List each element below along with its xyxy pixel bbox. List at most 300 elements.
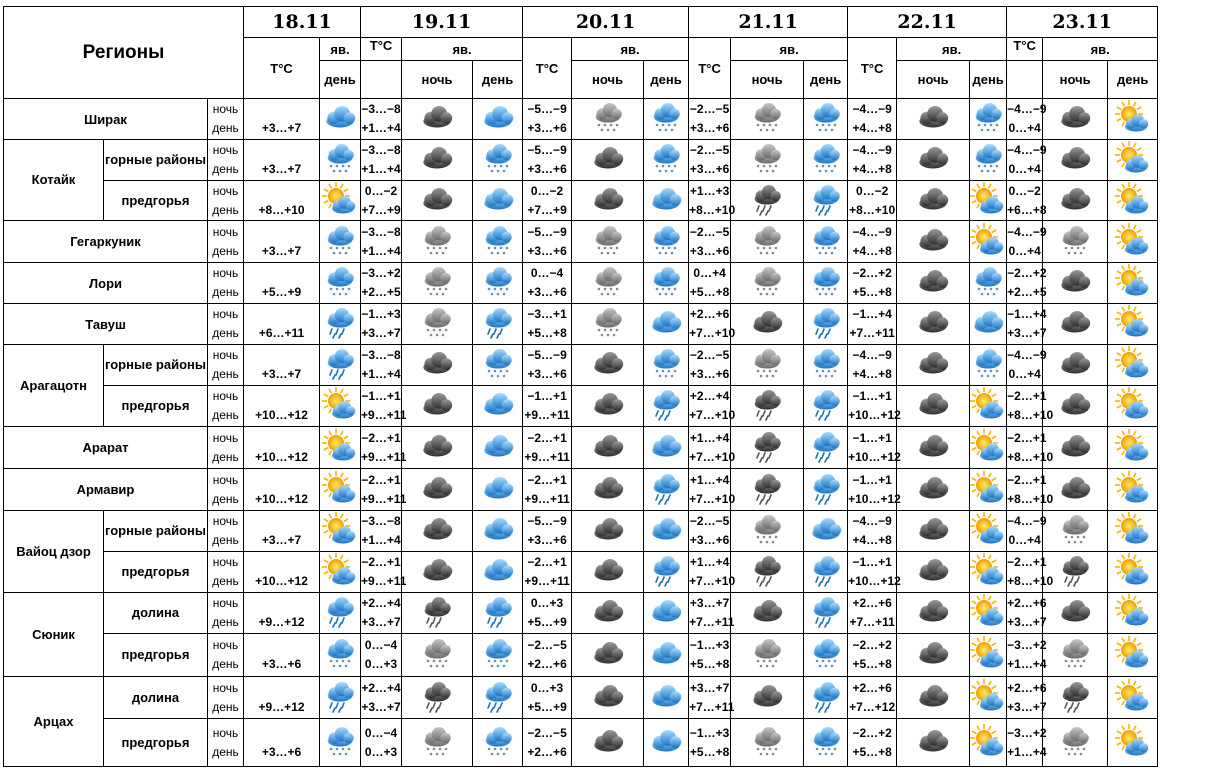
cloud-dark-icon <box>572 184 643 218</box>
night-day-label: ночь день <box>208 304 244 345</box>
cloud-dark-icon <box>897 143 969 177</box>
weather-icon-cell-night <box>897 263 970 304</box>
weather-icon-cell-day <box>473 719 523 767</box>
weather-icon-cell-day <box>644 386 689 427</box>
sun-cloud-icon <box>970 431 1006 465</box>
temp-cell: +3…+6 <box>244 719 320 767</box>
cloud-dark-icon <box>1043 266 1107 300</box>
weather-icon-cell-night <box>402 221 473 263</box>
rain-grey-icon <box>731 431 803 465</box>
weather-icon-cell-night <box>402 427 473 469</box>
weather-icon-cell-night <box>897 511 970 552</box>
weather-icon-cell-night <box>402 634 473 677</box>
cloudy-blue-icon <box>644 184 688 218</box>
weather-icon-cell-night <box>402 677 473 719</box>
weather-icon-cell-night <box>1043 304 1108 345</box>
phenomenon-header: яв. <box>897 38 1007 61</box>
rain-blue-icon <box>804 473 847 507</box>
snow-blue-icon <box>320 726 360 760</box>
sun-cloud-icon <box>320 514 360 548</box>
temp-cell: −3…+2 +2…+5 <box>361 263 402 304</box>
day-header: день <box>644 61 689 99</box>
weather-icon-cell-day <box>1108 304 1158 345</box>
weather-icon-cell-night <box>1043 593 1108 634</box>
snow-grey-icon <box>572 225 643 259</box>
temp-cell: +9…+12 <box>244 593 320 634</box>
region-row <box>4 719 1207 767</box>
weather-icon-cell-night <box>402 345 473 386</box>
cloud-dark-icon <box>731 681 803 715</box>
date-header: 23.11 <box>1007 7 1158 38</box>
weather-icon-cell-day <box>804 593 848 634</box>
snow-grey-icon <box>731 266 803 300</box>
region-row <box>4 99 1207 140</box>
cloud-dark-icon <box>897 102 969 136</box>
temp-cell: 0…+4 +5…+8 <box>689 263 731 304</box>
weather-icon-cell-day <box>804 677 848 719</box>
region-name: Ширак <box>4 99 208 140</box>
weather-icon-cell-night <box>897 469 970 511</box>
night-header: ночь <box>897 61 970 99</box>
weather-icon-cell <box>320 140 361 181</box>
weather-icon-cell-night <box>572 511 644 552</box>
temp-cell: −2…−5 +3…+6 <box>689 345 731 386</box>
temp-cell: 0…−2 +7…+9 <box>523 181 572 221</box>
weather-icon-cell-night <box>731 181 804 221</box>
temp-cell: −3…−8 +1…+4 <box>361 99 402 140</box>
weather-icon-cell <box>320 677 361 719</box>
weather-icon-cell <box>320 304 361 345</box>
weather-icon-cell-night <box>572 677 644 719</box>
temp-cell: 0…−4 +3…+6 <box>523 263 572 304</box>
snow-blue-icon <box>804 102 847 136</box>
weather-icon-cell-night <box>897 719 970 767</box>
weather-icon-cell-day <box>970 181 1007 221</box>
temp-cell: +2…+4 +7…+10 <box>689 386 731 427</box>
night-day-label: ночь день <box>208 427 244 469</box>
night-header: ночь <box>402 61 473 99</box>
snow-blue-icon <box>320 266 360 300</box>
rain-blue-icon <box>804 307 847 341</box>
subregion-name: предгорья <box>104 552 208 593</box>
snow-grey-icon <box>731 726 803 760</box>
rain-grey-icon <box>731 184 803 218</box>
sun-cloud-icon <box>970 681 1006 715</box>
cloud-dark-icon <box>897 225 969 259</box>
night-day-label: ночь день <box>208 593 244 634</box>
cloud-dark-icon <box>1043 307 1107 341</box>
sun-cloud-icon <box>970 596 1006 630</box>
night-day-label: ночь день <box>208 181 244 221</box>
weather-icon-cell-day <box>644 593 689 634</box>
temp-cell: −3…+2 +1…+4 <box>1007 634 1043 677</box>
weather-icon-cell-day <box>804 345 848 386</box>
snow-blue-icon <box>473 266 522 300</box>
snow-grey-icon <box>402 726 472 760</box>
snow-blue-icon <box>644 225 688 259</box>
temp-cell: −1…+1 +10…+12 <box>848 469 897 511</box>
rain-grey-icon <box>402 596 472 630</box>
weather-icon-cell-day <box>970 427 1007 469</box>
night-header: ночь <box>731 61 804 99</box>
temp-header-blank <box>361 61 402 99</box>
region-name: Тавуш <box>4 304 208 345</box>
sun-cloud-icon <box>970 389 1006 423</box>
rain-blue-icon <box>804 431 847 465</box>
weather-icon-cell-day <box>804 99 848 140</box>
snow-grey-icon <box>731 143 803 177</box>
subregion-name: долина <box>104 677 208 719</box>
temp-cell: 0…−2 +8…+10 <box>848 181 897 221</box>
cloudy-blue-icon <box>473 555 522 589</box>
weather-icon-cell-day <box>1108 345 1158 386</box>
sun-cloud-icon <box>1108 348 1157 382</box>
temp-cell: +5…+9 <box>244 263 320 304</box>
cloudy-blue-icon <box>644 431 688 465</box>
weather-icon-cell-day <box>970 304 1007 345</box>
weather-icon-cell <box>320 221 361 263</box>
weather-icon-cell-day <box>1108 386 1158 427</box>
weather-icon-cell-night <box>897 677 970 719</box>
snow-grey-icon <box>572 307 643 341</box>
weather-icon-cell-night <box>572 181 644 221</box>
weather-icon-cell-day <box>1108 634 1158 677</box>
weather-icon-cell-day <box>644 181 689 221</box>
subregion-name: предгорья <box>104 719 208 767</box>
temp-cell: −4…−9 0…+4 <box>1007 99 1043 140</box>
cloud-dark-icon <box>897 184 969 218</box>
temp-header-blank <box>1007 61 1043 99</box>
cloud-dark-icon <box>1043 184 1107 218</box>
snow-blue-icon <box>320 143 360 177</box>
night-day-label: ночь день <box>208 469 244 511</box>
weather-icon-cell-night <box>572 140 644 181</box>
weather-icon-cell-day <box>970 677 1007 719</box>
weather-icon-cell-night <box>1043 511 1108 552</box>
region-row <box>4 427 1207 469</box>
weather-icon-cell-night <box>402 511 473 552</box>
cloudy-blue-icon <box>320 102 360 136</box>
temp-cell: +2…+6 +3…+7 <box>1007 677 1043 719</box>
weather-icon-cell-day <box>970 221 1007 263</box>
temp-cell: +2…+6 +7…+10 <box>689 304 731 345</box>
temp-cell: −1…+1 +9…+11 <box>523 386 572 427</box>
region-row <box>4 181 1207 221</box>
sun-cloud-icon <box>1108 184 1157 218</box>
weather-icon-cell-day <box>644 140 689 181</box>
weather-icon-cell-day <box>1108 263 1158 304</box>
cloud-dark-icon <box>402 555 472 589</box>
weather-icon-cell-day <box>473 469 523 511</box>
weather-icon-cell-day <box>970 469 1007 511</box>
sun-cloud-icon <box>1108 726 1157 760</box>
sun-cloud-icon <box>1108 307 1157 341</box>
temp-cell: +6…+11 <box>244 304 320 345</box>
weather-icon-cell-night <box>731 345 804 386</box>
snow-blue-icon <box>644 102 688 136</box>
temp-cell: +2…+6 +7…+11 <box>848 593 897 634</box>
region-row <box>4 221 1207 263</box>
sun-cloud-icon <box>1108 225 1157 259</box>
sun-cloud-icon <box>320 184 360 218</box>
region-name: Котайк <box>4 140 104 221</box>
sun-cloud-icon <box>320 389 360 423</box>
snow-grey-icon <box>731 348 803 382</box>
weather-icon-cell-night <box>1043 677 1108 719</box>
weather-icon-cell-night <box>897 99 970 140</box>
temp-cell: +8…+10 <box>244 181 320 221</box>
region-name: Арагацотн <box>4 345 104 427</box>
temp-cell: +3…+6 <box>244 634 320 677</box>
weather-icon-cell-day <box>1108 469 1158 511</box>
weather-icon-cell-day <box>473 511 523 552</box>
weather-icon-cell-night <box>731 593 804 634</box>
date-header: 18.11 <box>244 7 361 38</box>
subregion-name: предгорья <box>104 181 208 221</box>
weather-icon-cell-night <box>402 386 473 427</box>
weather-icon-cell-night <box>572 593 644 634</box>
weather-icon-cell-day <box>970 511 1007 552</box>
rain-blue-icon <box>804 389 847 423</box>
snow-blue-icon <box>970 143 1006 177</box>
snow-grey-icon <box>402 225 472 259</box>
night-day-label: ночь день <box>208 345 244 386</box>
weather-icon-cell-night <box>897 221 970 263</box>
temp-header: T°C <box>689 38 731 99</box>
temp-cell: −4…−9 +4…+8 <box>848 99 897 140</box>
rain-blue-icon <box>320 596 360 630</box>
region-row <box>4 634 1207 677</box>
cloud-dark-icon <box>572 514 643 548</box>
sun-cloud-icon <box>320 431 360 465</box>
cloudy-blue-icon <box>970 307 1006 341</box>
rain-grey-icon <box>731 389 803 423</box>
temp-cell: 0…+3 +5…+9 <box>523 677 572 719</box>
weather-icon-cell-night <box>897 427 970 469</box>
date-header: 20.11 <box>523 7 689 38</box>
weather-icon-cell <box>320 263 361 304</box>
weather-icon-cell-day <box>804 304 848 345</box>
sun-cloud-icon <box>1108 102 1157 136</box>
weather-icon-cell-day <box>644 677 689 719</box>
sun-cloud-icon <box>320 555 360 589</box>
snow-blue-icon <box>473 143 522 177</box>
sun-cloud-icon <box>970 726 1006 760</box>
weather-icon-cell <box>320 593 361 634</box>
temp-cell: −4…−9 0…+4 <box>1007 140 1043 181</box>
temp-cell: +2…+6 +3…+7 <box>1007 593 1043 634</box>
cloud-dark-icon <box>897 307 969 341</box>
snow-grey-icon <box>1043 726 1107 760</box>
region-name: Арарат <box>4 427 208 469</box>
temp-cell: +3…+7 <box>244 99 320 140</box>
date-header: 19.11 <box>361 7 523 38</box>
weather-icon-cell-night <box>572 634 644 677</box>
region-name: Сюник <box>4 593 104 677</box>
phenomenon-header: яв. <box>320 38 361 61</box>
snow-blue-icon <box>970 348 1006 382</box>
weather-icon-cell-day <box>970 593 1007 634</box>
day-header: день <box>473 61 523 99</box>
snow-grey-icon <box>1043 514 1107 548</box>
sun-cloud-icon <box>1108 431 1157 465</box>
snow-grey-icon <box>402 266 472 300</box>
temp-cell: +3…+7 <box>244 345 320 386</box>
temp-cell: −1…+3 +5…+8 <box>689 634 731 677</box>
temp-cell: +10…+12 <box>244 427 320 469</box>
temp-cell: −2…+1 +8…+10 <box>1007 386 1043 427</box>
rain-grey-icon <box>402 681 472 715</box>
weather-icon-cell <box>320 552 361 593</box>
cloud-dark-icon <box>572 638 643 672</box>
rain-blue-icon <box>804 184 847 218</box>
snow-blue-icon <box>804 638 847 672</box>
cloudy-blue-icon <box>473 431 522 465</box>
weather-icon-cell-day <box>970 140 1007 181</box>
region-row <box>4 469 1207 511</box>
weather-icon-cell-day <box>644 263 689 304</box>
cloud-dark-icon <box>402 102 472 136</box>
snow-blue-icon <box>644 143 688 177</box>
weather-icon-cell-night <box>402 263 473 304</box>
weather-icon-cell-night <box>897 304 970 345</box>
weather-icon-cell-day <box>804 386 848 427</box>
temp-cell: 0…−2 +7…+9 <box>361 181 402 221</box>
cloud-dark-icon <box>572 389 643 423</box>
weather-icon-cell-night <box>897 181 970 221</box>
weather-icon-cell <box>320 181 361 221</box>
temp-cell: −2…+2 +5…+8 <box>848 263 897 304</box>
snow-blue-icon <box>644 348 688 382</box>
weather-icon-cell-day <box>1108 511 1158 552</box>
weather-icon-cell-night <box>731 469 804 511</box>
region-name: Армавир <box>4 469 208 511</box>
temp-cell: +2…+4 +3…+7 <box>361 593 402 634</box>
temp-cell: −2…−5 +2…+6 <box>523 719 572 767</box>
weather-icon-cell-day <box>1108 221 1158 263</box>
regions-header: Регионы <box>4 7 244 99</box>
temp-cell: 0…−2 +6…+8 <box>1007 181 1043 221</box>
phenomenon-header: яв. <box>1043 38 1158 61</box>
rain-blue-icon <box>644 555 688 589</box>
temp-cell: −5…−9 +3…+6 <box>523 345 572 386</box>
weather-icon-cell <box>320 99 361 140</box>
cloud-dark-icon <box>402 473 472 507</box>
weather-icon-cell-night <box>897 552 970 593</box>
weather-icon-cell-night <box>1043 99 1108 140</box>
weather-icon-cell-night <box>897 634 970 677</box>
cloud-dark-icon <box>1043 348 1107 382</box>
cloud-dark-icon <box>572 473 643 507</box>
weather-icon-cell <box>320 469 361 511</box>
rain-blue-icon <box>804 555 847 589</box>
cloud-dark-icon <box>897 348 969 382</box>
rain-blue-icon <box>473 596 522 630</box>
weather-icon-cell-day <box>473 140 523 181</box>
snow-blue-icon <box>320 638 360 672</box>
temp-cell: −1…+3 +3…+7 <box>361 304 402 345</box>
temp-cell: −1…+1 +10…+12 <box>848 386 897 427</box>
weather-icon-cell-night <box>402 469 473 511</box>
night-header: ночь <box>572 61 644 99</box>
day-header: день <box>970 61 1007 99</box>
weather-icon-cell-day <box>473 221 523 263</box>
weather-icon-cell-night <box>731 719 804 767</box>
snow-blue-icon <box>804 225 847 259</box>
snow-grey-icon <box>731 514 803 548</box>
weather-icon-cell-day <box>1108 427 1158 469</box>
weather-icon-cell-day <box>804 221 848 263</box>
sun-cloud-icon <box>320 473 360 507</box>
sun-cloud-icon <box>970 514 1006 548</box>
subregion-name: предгорья <box>104 634 208 677</box>
cloud-dark-icon <box>402 348 472 382</box>
temp-cell: −2…+2 +5…+8 <box>848 634 897 677</box>
cloud-dark-icon <box>897 389 969 423</box>
temp-cell: −2…−5 +3…+6 <box>689 99 731 140</box>
weather-icon-cell-night <box>1043 345 1108 386</box>
subregion-name: предгорья <box>104 386 208 427</box>
region-row <box>4 263 1207 304</box>
region-name: Арцах <box>4 677 104 767</box>
temp-cell: −4…−9 +4…+8 <box>848 511 897 552</box>
weather-icon-cell-night <box>402 181 473 221</box>
temp-cell: −1…+1 +9…+11 <box>361 386 402 427</box>
weather-icon-cell-day <box>644 99 689 140</box>
temp-cell: +3…+7 <box>244 221 320 263</box>
weather-icon-cell-night <box>731 552 804 593</box>
cloud-dark-icon <box>402 514 472 548</box>
temp-cell: +2…+6 +7…+12 <box>848 677 897 719</box>
weather-icon-cell-night <box>402 140 473 181</box>
sun-cloud-icon <box>970 555 1006 589</box>
cloud-dark-icon <box>897 473 969 507</box>
cloudy-blue-icon <box>473 514 522 548</box>
weather-icon-cell-night <box>731 304 804 345</box>
weather-icon-cell-night <box>402 304 473 345</box>
temp-cell: −4…−9 0…+4 <box>1007 511 1043 552</box>
snow-blue-icon <box>320 225 360 259</box>
cloud-dark-icon <box>1043 596 1107 630</box>
temp-cell: −5…−9 +3…+6 <box>523 99 572 140</box>
night-day-label: ночь день <box>208 719 244 767</box>
region-name: Гегаркуник <box>4 221 208 263</box>
day-header: день <box>1108 61 1158 99</box>
subregion-name: горные районы <box>104 345 208 386</box>
weather-icon-cell-night <box>1043 140 1108 181</box>
weather-icon-cell-night <box>1043 221 1108 263</box>
weather-icon-cell-day <box>970 552 1007 593</box>
weather-icon-cell-night <box>402 99 473 140</box>
snow-grey-icon <box>402 638 472 672</box>
weather-icon-cell-night <box>572 719 644 767</box>
temp-cell: −1…+3 +5…+8 <box>689 719 731 767</box>
temp-cell: −2…+1 +9…+11 <box>523 469 572 511</box>
snow-blue-icon <box>644 266 688 300</box>
temp-cell: −4…−9 0…+4 <box>1007 221 1043 263</box>
snow-grey-icon <box>731 225 803 259</box>
cloud-dark-icon <box>1043 102 1107 136</box>
cloudy-blue-icon <box>804 514 847 548</box>
weather-icon-cell <box>320 634 361 677</box>
cloud-dark-icon <box>897 681 969 715</box>
rain-grey-icon <box>731 555 803 589</box>
temp-cell: −2…+1 +9…+11 <box>523 427 572 469</box>
weather-icon-cell-night <box>731 99 804 140</box>
forecast-table <box>3 6 1207 767</box>
temp-cell: +3…+7 +7…+11 <box>689 593 731 634</box>
sun-cloud-icon <box>1108 143 1157 177</box>
